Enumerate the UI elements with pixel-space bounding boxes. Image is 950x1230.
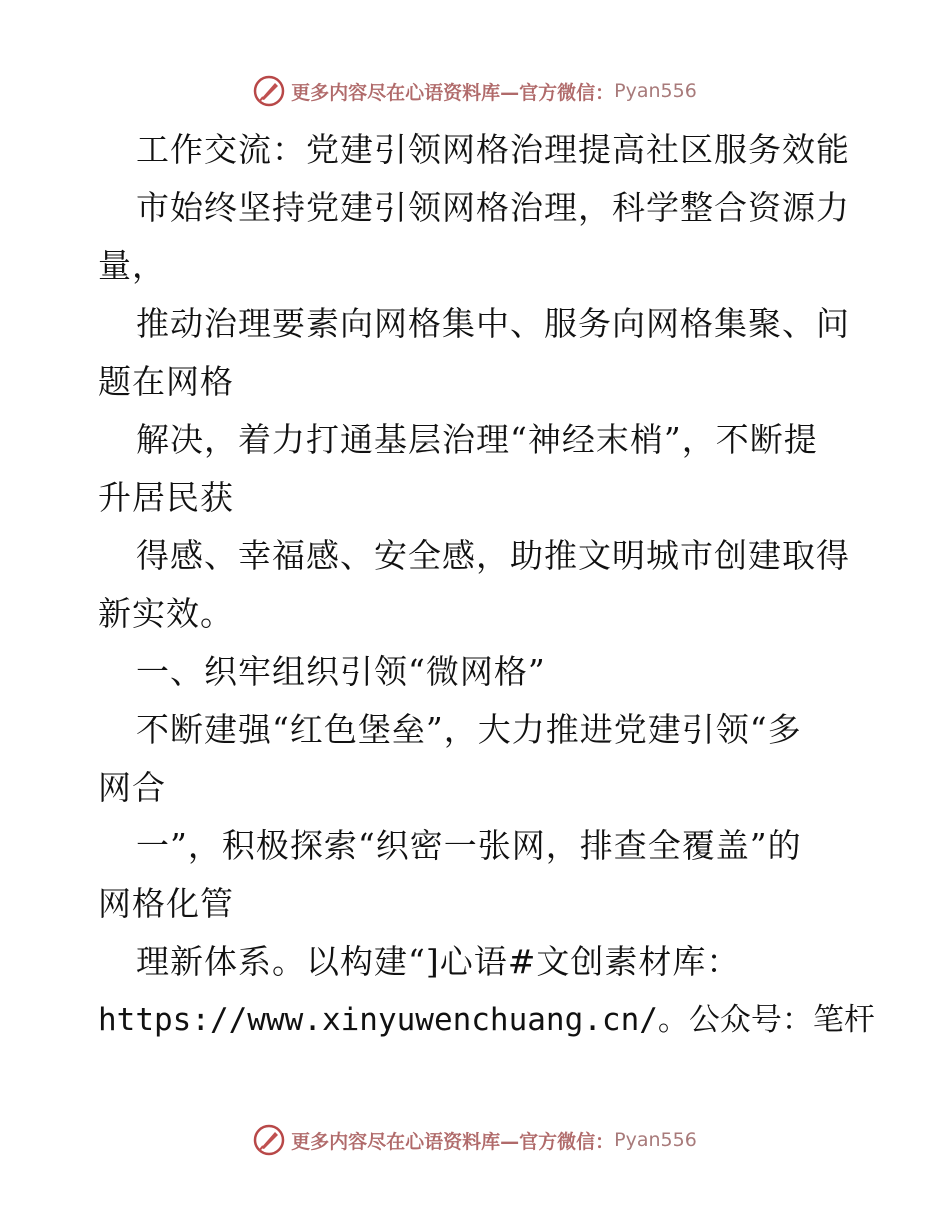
header-watermark-banner — [0, 71, 950, 111]
paragraph-line: 市始终坚持党建引领网格治理，科学整合资源力 — [136, 188, 850, 227]
paragraph-line: 题在网格 — [98, 362, 234, 401]
banner-text: 更多内容尽在心语资料库—官方微信： — [291, 1130, 615, 1153]
paragraph-line: 新实效。 — [98, 594, 234, 633]
paragraph-line: 升居民获 — [98, 478, 234, 517]
banner-contact: Pyan556 — [614, 1129, 697, 1151]
banner-contact: Pyan556 — [614, 80, 697, 102]
paragraph-line: 推动治理要素向网格集中、服务向网格集聚、问 — [136, 304, 850, 343]
paragraph-line: 解决，着力打通基层治理“神经末梢”，不断提 — [136, 420, 818, 459]
quill-logo-icon — [253, 1124, 285, 1156]
url-line: https://www.xinyuwenchuang.cn/。公众号：笔杆 — [98, 1002, 875, 1038]
paragraph-line: 量， — [98, 246, 166, 285]
document-body — [98, 121, 875, 1049]
paragraph-line: 网格化管 — [98, 884, 234, 923]
section-heading: 一、织牢组织引领“微网格” — [136, 652, 546, 691]
paragraph-line: 得感、幸福感、安全感，助推文明城市创建取得 — [136, 536, 850, 575]
paragraph-line: 工作交流：党建引领网格治理提高社区服务效能 — [136, 130, 850, 169]
banner-text: 更多内容尽在心语资料库—官方微信： — [291, 81, 615, 104]
quill-logo-icon — [253, 75, 285, 107]
paragraph-line: 一”，积极探索“织密一张网，排查全覆盖”的 — [136, 826, 802, 865]
paragraph-line: 理新体系。以构建“]心语#文创素材库： — [136, 942, 741, 981]
paragraph-line: 网合 — [98, 768, 166, 807]
paragraph-line: 不断建强“红色堡垒”，大力推进党建引领“多 — [136, 710, 802, 749]
footer-watermark-banner — [0, 1120, 950, 1160]
